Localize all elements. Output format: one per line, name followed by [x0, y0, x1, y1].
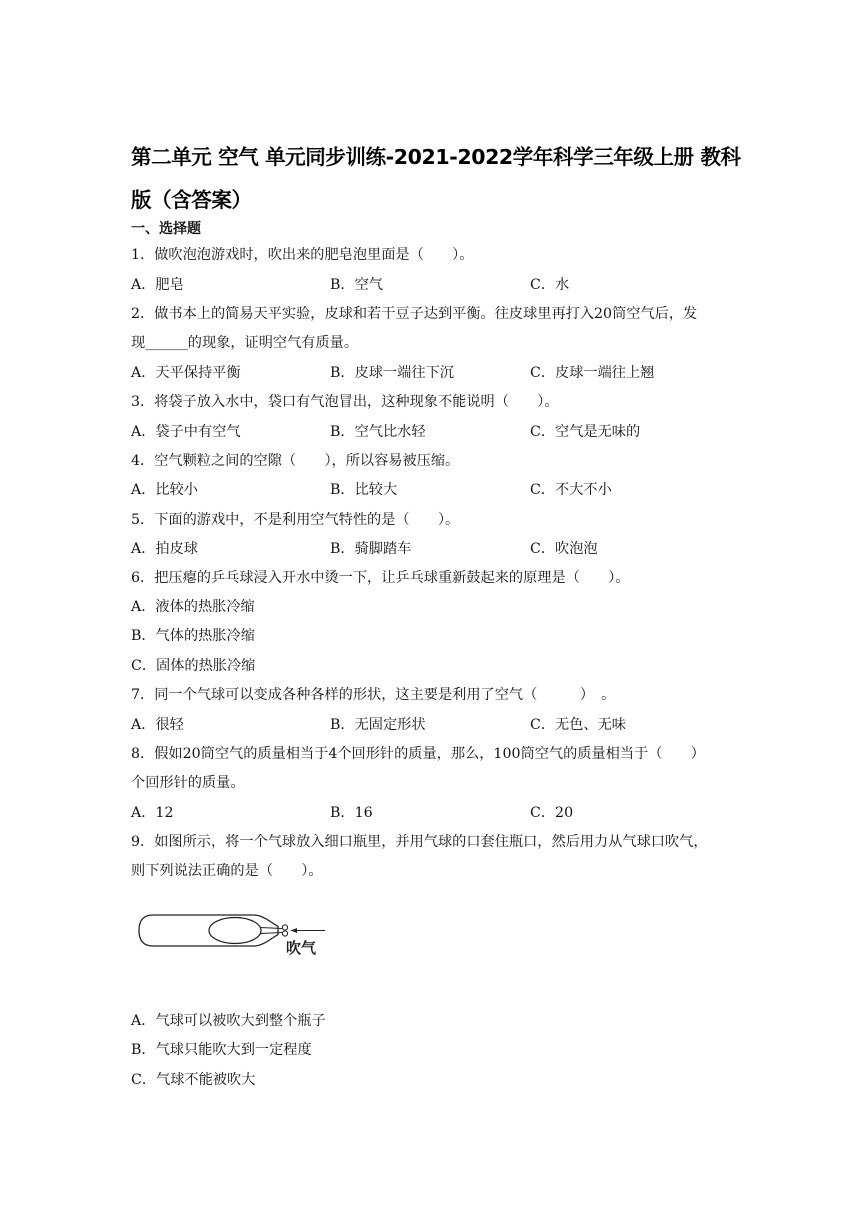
- question-7-option-b: B．无固定形状: [330, 717, 426, 733]
- question-8-stem-line-1: 8．假如20筒空气的质量相当于4个回形针的质量，那么，100筒空气的质量相当于（ ）: [131, 746, 705, 762]
- question-8-option-a: A．12: [131, 805, 174, 821]
- question-9-option-c: C．气球不能被吹大: [131, 1072, 256, 1088]
- question-6-option-c: C．固体的热胀冷缩: [131, 658, 256, 674]
- question-9-option-a: A．气球可以被吹大到整个瓶子: [131, 1013, 326, 1029]
- question-2-stem-line-2: 现______的现象，证明空气有质量。: [131, 335, 359, 351]
- question-2-option-a: A．天平保持平衡: [131, 365, 241, 381]
- question-8-option-b: B．16: [330, 805, 373, 821]
- question-7-option-c: C．无色、无味: [530, 717, 626, 733]
- figure-label: 吹气: [286, 939, 317, 957]
- balloon-neck: [260, 928, 282, 934]
- question-4-option-b: B．比较大: [330, 482, 398, 498]
- document-title-line-1: 第二单元 空气 单元同步训练-2021-2022学年科学三年级上册 教科: [131, 145, 741, 169]
- question-5-option-a: A．拍皮球: [131, 541, 198, 557]
- question-7-stem: 7．同一个气球可以变成各种各样的形状，这主要是利用了空气（ ） 。: [131, 687, 616, 703]
- balloon-body: [209, 918, 261, 944]
- question-9-option-b: B．气球只能吹大到一定程度: [131, 1042, 312, 1058]
- question-2-option-c: C．皮球一端往上翘: [530, 365, 655, 381]
- question-9-stem-line-1: 9．如图所示，将一个气球放入细口瓶里，并用气球的口套住瓶口，然后用力从气球口吹气，: [131, 834, 708, 850]
- question-3-stem: 3．将袋子放入水中，袋口有气泡冒出，这种现象不能说明（ ）。: [131, 394, 559, 410]
- question-1-option-b: B．空气: [330, 277, 383, 293]
- question-6-option-b: B．气体的热胀冷缩: [131, 628, 255, 644]
- question-5-option-c: C．吹泡泡: [530, 541, 598, 557]
- question-2-option-b: B．皮球一端往下沉: [330, 365, 454, 381]
- balloon-lip-lower: [282, 931, 287, 936]
- question-8-option-c: C．20: [530, 805, 574, 821]
- section-heading: 一、选择题: [131, 221, 201, 237]
- question-6-stem: 6．把压瘪的乒乓球浸入开水中烫一下，让乒乓球重新鼓起来的原理是（ ）。: [131, 570, 630, 586]
- balloon-bottle-figure: [131, 905, 341, 961]
- question-3-option-c: C．空气是无味的: [530, 424, 641, 440]
- question-6-option-a: A．液体的热胀冷缩: [131, 599, 255, 615]
- question-4-option-a: A．比较小: [131, 482, 198, 498]
- balloon-lip-upper: [282, 925, 287, 930]
- question-3-option-b: B．空气比水轻: [330, 424, 426, 440]
- question-1-option-a: A．肥皂: [131, 277, 184, 293]
- question-4-stem: 4．空气颗粒之间的空隙（ ），所以容易被压缩。: [131, 453, 460, 469]
- question-3-option-a: A．袋子中有空气: [131, 424, 241, 440]
- document-title-line-2: 版（含答案）: [131, 188, 252, 212]
- question-1-option-c: C．水: [530, 277, 570, 293]
- question-1-stem: 1．做吹泡泡游戏时，吹出来的肥皂泡里面是（ ）。: [131, 247, 474, 263]
- question-2-stem-line-1: 2．做书本上的简易天平实验，皮球和若干豆子达到平衡。往皮球里再打入20筒空气后，发: [131, 306, 698, 322]
- question-9-stem-line-2: 则下列说法正确的是（ ）。: [131, 863, 323, 879]
- question-5-stem: 5．下面的游戏中，不是利用空气特性的是（ ）。: [131, 512, 460, 528]
- airflow-arrow-head: [291, 928, 297, 933]
- question-7-option-a: A．很轻: [131, 717, 184, 733]
- question-4-option-c: C．不大不小: [530, 482, 612, 498]
- question-8-stem-line-2: 个回形针的质量。: [131, 775, 245, 791]
- question-5-option-b: B．骑脚踏车: [330, 541, 412, 557]
